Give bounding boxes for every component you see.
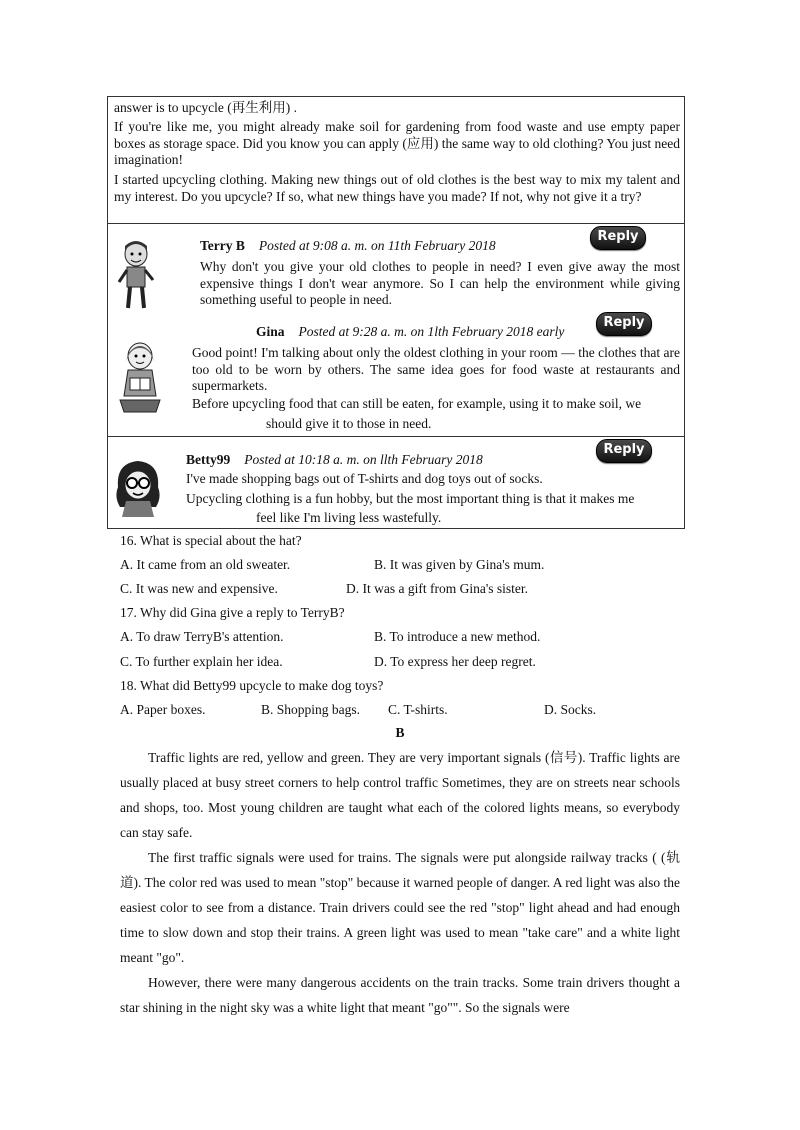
terry-avatar-icon — [116, 240, 156, 312]
terry-comment-text: Why don't you give your old clothes to people in need? I even give away the most expensive things I don't wear anymore. So I can help the environment while giving something useful to people in need. — [200, 259, 680, 307]
question-18: 18. What did Betty99 upcycle to make dog toys? — [120, 678, 384, 693]
passage-b-paragraph-2: The first traffic signals were used for trains. The signals were put alongside railway tracks ( (轨道). The color red was used to mean "stop" because it warned people of danger. A red light was also the easiest color to see from a distance. Train drivers could see the red "stop" light ahead and had enough time to slow down and stop their trains. A green light was used to mean "take care" and a white light meant "go". — [120, 850, 680, 965]
q17-option-b: B. To introduce a new method. — [374, 629, 541, 644]
reply-button-terry[interactable]: Reply — [590, 226, 646, 250]
comment-box-terry-gina — [107, 223, 685, 437]
gina-avatar-icon — [116, 340, 164, 416]
q16-option-a: A. It came from an old sweater. — [120, 557, 291, 572]
gina-author: Gina — [256, 324, 285, 339]
gina-comment-text-2b: should give it to those in need. — [266, 416, 432, 431]
betty-meta — [186, 452, 483, 468]
question-17: 17. Why did Gina give a reply to TerryB? — [120, 605, 345, 620]
betty-comment-text-2b: feel like I'm living less wastefully. — [256, 510, 442, 525]
q17-option-a: A. To draw TerryB's attention. — [120, 629, 284, 644]
q17-option-d: D. To express her deep regret. — [374, 654, 536, 669]
betty-author: Betty99 — [186, 452, 231, 467]
blog-paragraph-1: If you're like me, you might already make soil for gardening from food waste and use empty paper boxes as storage space. Did you know you can apply (应用) the same way to old clothing? You just need imagination! — [114, 119, 680, 167]
gina-comment-text-2a: Before upcycling food that can still be eaten, for example, using it to make soil, we — [192, 396, 642, 411]
terry-meta — [200, 238, 496, 254]
betty-timestamp: Posted at 10:18 a. m. on llth February 2018 — [244, 452, 483, 467]
q18-option-d: D. Socks. — [544, 702, 597, 717]
betty-comment-text-1: I've made shopping bags out of T-shirts and dog toys out of socks. — [186, 471, 543, 486]
reply-button-gina[interactable]: Reply — [596, 312, 652, 336]
blog-post-box — [107, 96, 685, 224]
gina-comment-text-1: Good point! I'm talking about only the oldest clothing in your room — the clothes that are too old to be worn by others. The same idea goes for food waste at restaurants and supermarkets. — [192, 345, 680, 393]
q18-option-b: B. Shopping bags. — [261, 702, 361, 717]
gina-meta — [256, 324, 564, 340]
question-16: 16. What is special about the hat? — [120, 533, 302, 548]
blog-line-0: answer is to upcycle (再生利用) . — [114, 100, 297, 115]
terry-timestamp: Posted at 9:08 a. m. on 11th February 2018 — [258, 238, 496, 253]
betty-avatar-icon — [112, 457, 164, 517]
q18-option-a: A. Paper boxes. — [120, 702, 206, 717]
passage-b-paragraph-3: However, there were many dangerous accidents on the train tracks. Some train drivers thought a star shining in the night sky was a white light that meant "go"". So the signals were — [120, 975, 680, 1015]
terry-author: Terry B — [200, 238, 245, 253]
comment-box-betty — [107, 436, 685, 529]
q16-option-b: B. It was given by Gina's mum. — [374, 557, 545, 572]
betty-comment-text-2a: Upcycling clothing is a fun hobby, but the most important thing is that it makes me — [186, 491, 635, 506]
section-b-heading: B — [395, 725, 405, 740]
q18-option-c: C. T-shirts. — [388, 702, 448, 717]
blog-paragraph-2: I started upcycling clothing. Making new things out of old clothes is the best way to mix my talent and my interest. Do you upcycle? If so, what new things have you made? If not, why not give it a try? — [114, 172, 680, 204]
q17-option-c: C. To further explain her idea. — [120, 654, 283, 669]
gina-timestamp: Posted at 9:28 a. m. on 1lth February 2018 early — [298, 324, 565, 339]
q16-option-c: C. It was new and expensive. — [120, 581, 278, 596]
passage-b-paragraph-1: Traffic lights are red, yellow and green. They are very important signals (信号). Traffic lights are usually placed at busy street corners to help control traffic Sometimes, they are on streets near schools and shops, too. Most young children are taught what each of the colored lights means, so everybody can stay safe. — [120, 750, 680, 840]
reply-button-betty[interactable]: Reply — [596, 439, 652, 463]
q16-option-d: D. It was a gift from Gina's sister. — [346, 581, 529, 596]
